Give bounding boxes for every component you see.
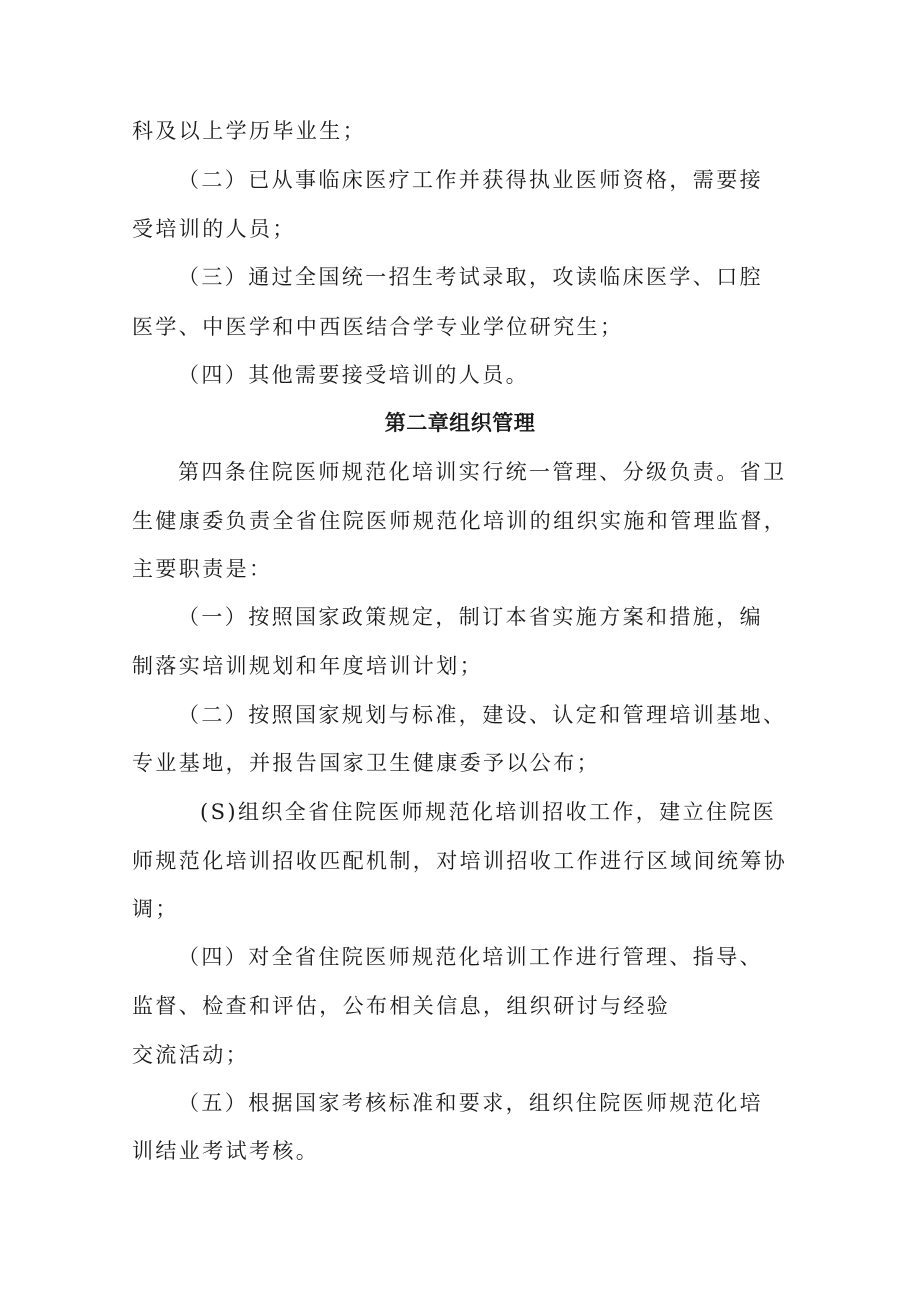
paragraph-line: （四）对全省住院医师规范化培训工作进行管理、指导、	[178, 945, 763, 969]
paragraph-line: 制落实培训规划和年度培训计划；	[132, 654, 483, 678]
paragraph-line: 专业基地，并报告国家卫生健康委予以公布；	[132, 751, 600, 775]
paragraph-line: 训结业考试考核。	[132, 1139, 320, 1163]
paragraph-line: 交流活动；	[132, 1043, 249, 1067]
paragraph-line: 受培训的人员；	[132, 217, 296, 241]
paragraph-line: 医学、中医学和中西医结合学专业学位研究生；	[132, 315, 624, 339]
paragraph-line: （三）通过全国统一招生考试录取，攻读临床医学、口腔	[178, 265, 763, 289]
paragraph-line: 生健康委负责全省住院医师规范化培训的组织实施和管理监督，	[132, 509, 788, 533]
paragraph-line: （五）根据国家考核标准和要求，组织住院医师规范化培	[178, 1091, 763, 1115]
paragraph-line: （四）其他需要接受培训的人员。	[178, 363, 529, 387]
chapter-heading: 第二章组织管理	[384, 411, 536, 435]
paragraph-line: 第四条住院医师规范化培训实行统一管理、分级负责。省卫	[178, 460, 787, 484]
paragraph-line: 主要职责是：	[132, 557, 273, 581]
paragraph-line: （二）已从事临床医疗工作并获得执业医师资格，需要接	[178, 168, 763, 192]
paragraph-line: 师规范化培训招收匹配机制，对培训招收工作进行区域间统筹协	[132, 849, 788, 873]
paragraph-line: （一）按照国家政策规定，制订本省实施方案和措施，编	[178, 605, 763, 629]
paragraph-line: (S)组织全省住院医师规范化培训招收工作，建立住院医	[200, 800, 777, 824]
paragraph-line: 科及以上学历毕业生；	[132, 119, 366, 143]
paragraph-line: （二）按照国家规划与标准，建设、认定和管理培训基地、	[178, 703, 787, 727]
paragraph-line: 调；	[132, 897, 179, 921]
paragraph-line: 监督、检查和评估，公布相关信息，组织研讨与经验	[132, 994, 671, 1018]
